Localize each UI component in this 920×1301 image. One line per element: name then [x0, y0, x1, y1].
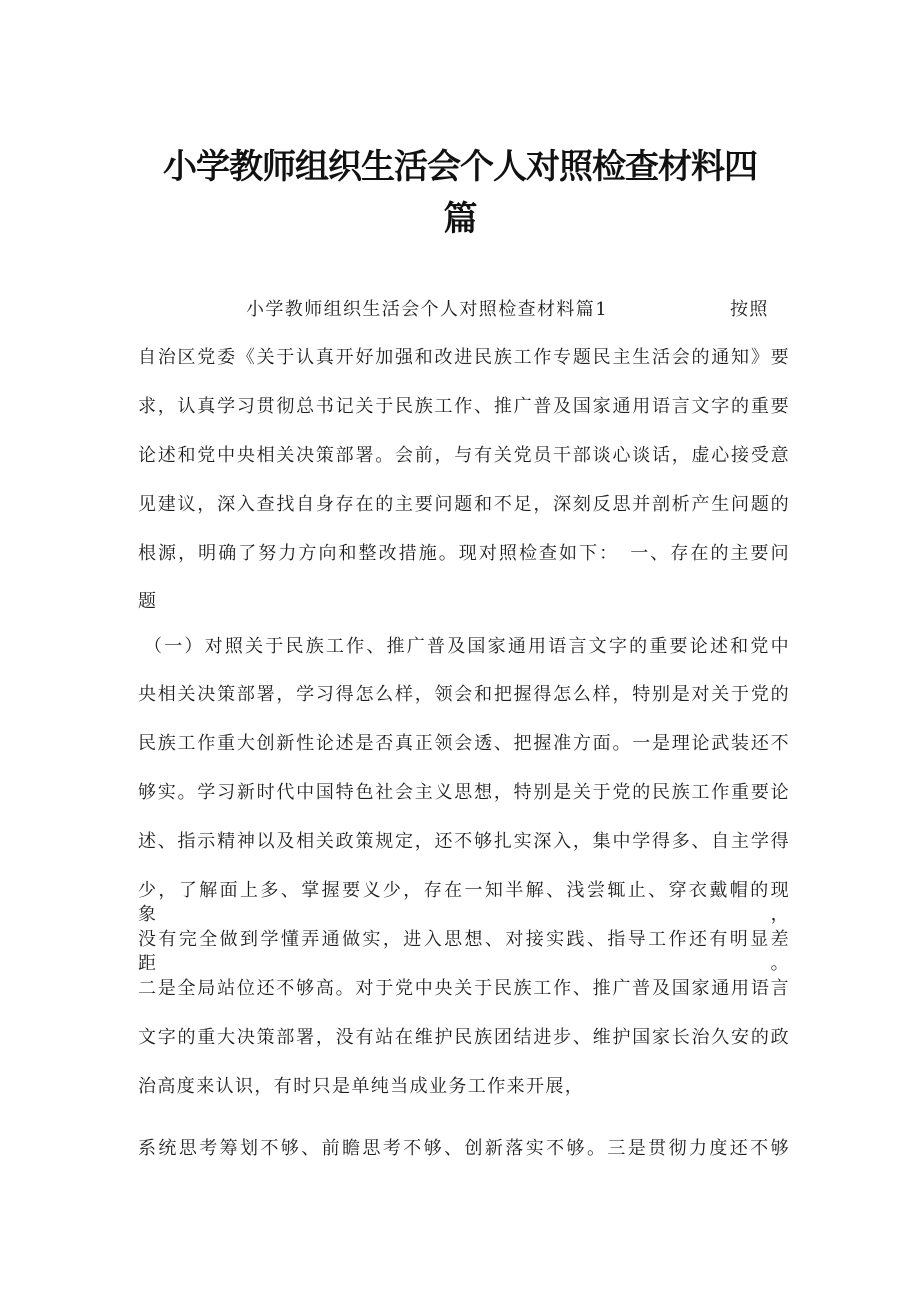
body-line: 述、指示精神以及相关政策规定，还不够扎实深入，集中学得多、自主学得	[138, 831, 790, 852]
body-line: 见建议，深入查找自身存在的主要问题和不足，深刻反思并剖析产生问题的	[138, 494, 790, 515]
body-line: （一）对照关于民族工作、推广普及国家通用语言文字的重要论述和党中	[144, 636, 790, 657]
section-heading: 小学教师组织生活会个人对照检查材料篇1	[246, 299, 609, 320]
body-line: 根源，明确了努力方向和整改措施。现对照检查如下： 一、存在的主要问	[138, 543, 790, 564]
body-line: 自治区党委《关于认真开好加强和改进民族工作专题民主生活会的通知》要	[138, 347, 790, 368]
body-line: 二是全局站位还不够高。对于党中央关于民族工作、推广普及国家通用语言	[138, 978, 790, 999]
body-line: 求，认真学习贯彻总书记关于民族工作、推广普及国家通用语言文字的重要	[138, 396, 790, 417]
body-line: 论述和党中央相关决策部署。会前，与有关党员干部谈心谈话，虚心接受意	[138, 445, 790, 466]
body-line: 少，了解面上多、掌握要义少，存在一知半解、浅尝辄止、穿衣戴帽的现象，	[138, 880, 790, 925]
body-line: 文字的重大决策部署，没有站在维护民族团结进步、维护国家长治久安的政	[138, 1027, 790, 1048]
body-line: 没有完全做到学懂弄通做实，进入思想、对接实践、指导工作还有明显差距。	[138, 929, 790, 974]
body-line: 央相关决策部署，学习得怎么样，领会和把握得怎么样，特别是对关于党的	[138, 684, 790, 705]
document-title-line-1: 小学教师组织生活会个人对照检查材料四	[163, 147, 757, 187]
body-line: 民族工作重大创新性论述是否真正领会透、把握准方面。一是理论武装还不	[138, 733, 790, 754]
document-title-line-2: 篇	[443, 199, 477, 239]
body-line: 题	[138, 591, 158, 612]
section-heading-tail: 按照	[730, 299, 769, 320]
body-line: 系统思考筹划不够、前瞻思考不够、创新落实不够。三是贯彻力度还不够	[138, 1138, 790, 1159]
body-line: 够实。学习新时代中国特色社会主义思想，特别是关于党的民族工作重要论	[138, 782, 790, 803]
body-line: 治高度来认识，有时只是单纯当成业务工作来开展，	[138, 1076, 585, 1097]
